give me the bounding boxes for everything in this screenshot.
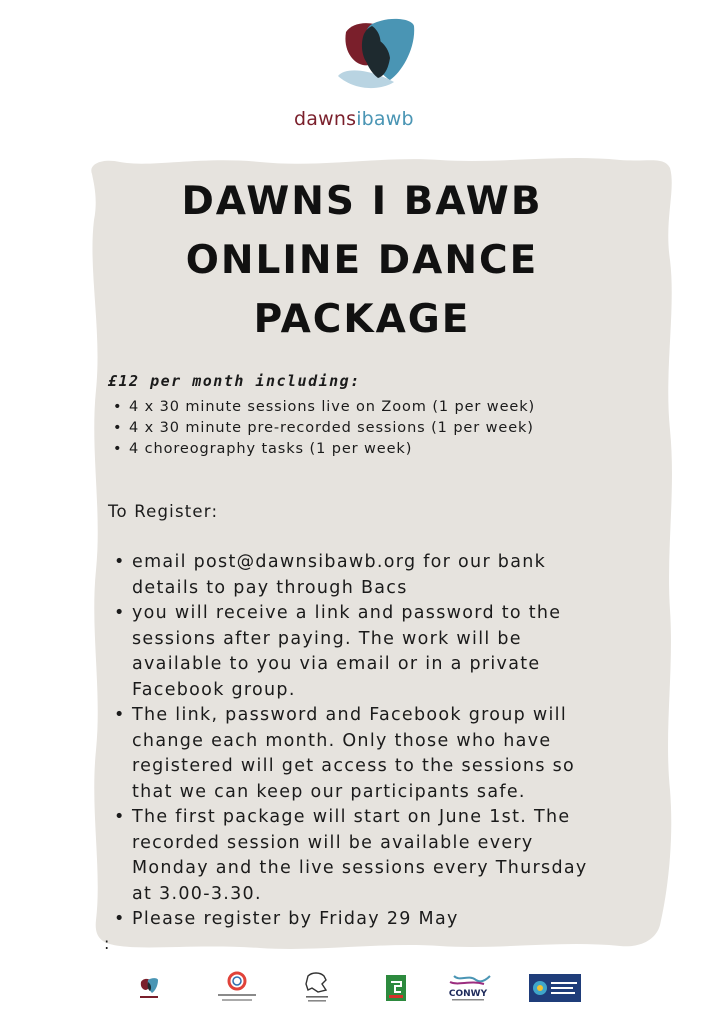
anglesey-logo [529,974,581,1002]
title-line-2: ONLINE DANCE [185,238,539,283]
step-line: registered will get access to the sessions so [132,756,576,776]
inclusions-list [113,397,535,460]
brand-name-part2: bawb [361,108,414,130]
title-line-1: DAWNS I BAWB [181,179,543,224]
list-item: • 4 x 30 minute sessions live on Zoom (1 per week) [113,397,535,418]
list-item [114,703,644,805]
register-heading: To Register: [108,502,219,521]
step-line: • email post@dawnsibawb.org for our bank [132,552,547,572]
list-item [114,805,644,907]
header-logo-area [0,0,724,150]
step-line: • you will receive a link and password to the [132,603,562,623]
step-line: details to pay through Bacs [132,577,408,598]
step-line: recorded session will be available every [132,832,534,853]
step-line: • Please register by Friday 29 May [132,909,459,929]
step-line: Facebook group. [132,679,296,700]
list-item: • 4 x 30 minute pre-recorded sessions (1 per week) [113,418,535,439]
list-item [114,550,644,601]
step-line: available to you via email or in a private [132,654,541,674]
partner-logos-footer [0,962,724,1012]
step-line: • The link, password and Facebook group will [132,705,567,725]
welsh-government-logo [302,970,332,1006]
list-item [114,907,644,933]
title-line-3: PACKAGE [253,297,471,342]
conwy-logo [444,972,492,1004]
price-heading: £12 per month including: [108,372,361,390]
brand-separator: i [356,108,362,130]
trailing-mark: : [104,934,110,953]
brand-name-part1: dawns [294,108,357,130]
step-line: • The first package will start on June 1st. The [132,807,571,827]
list-item: • 4 choreography tasks (1 per week) [113,439,535,460]
page-title [90,172,634,349]
step-line: sessions after paying. The work will be [132,628,522,649]
list-item [114,601,644,703]
step-line: at 3.00-3.30. [132,883,262,904]
green-partner-logo [385,974,407,1002]
register-steps-list [114,550,644,933]
dawnsibawb-small-logo-icon [138,976,160,1000]
step-line: change each month. Only those who have [132,730,552,751]
svg-text:CONWY: CONWY [448,989,488,999]
brand-wordmark [294,108,414,130]
step-line: that we can keep our participants safe. [132,781,526,802]
dawnsibawb-logo-icon [332,14,418,96]
arts-council-wales-logo [214,970,260,1006]
step-line: Monday and the live sessions every Thursday [132,858,588,878]
